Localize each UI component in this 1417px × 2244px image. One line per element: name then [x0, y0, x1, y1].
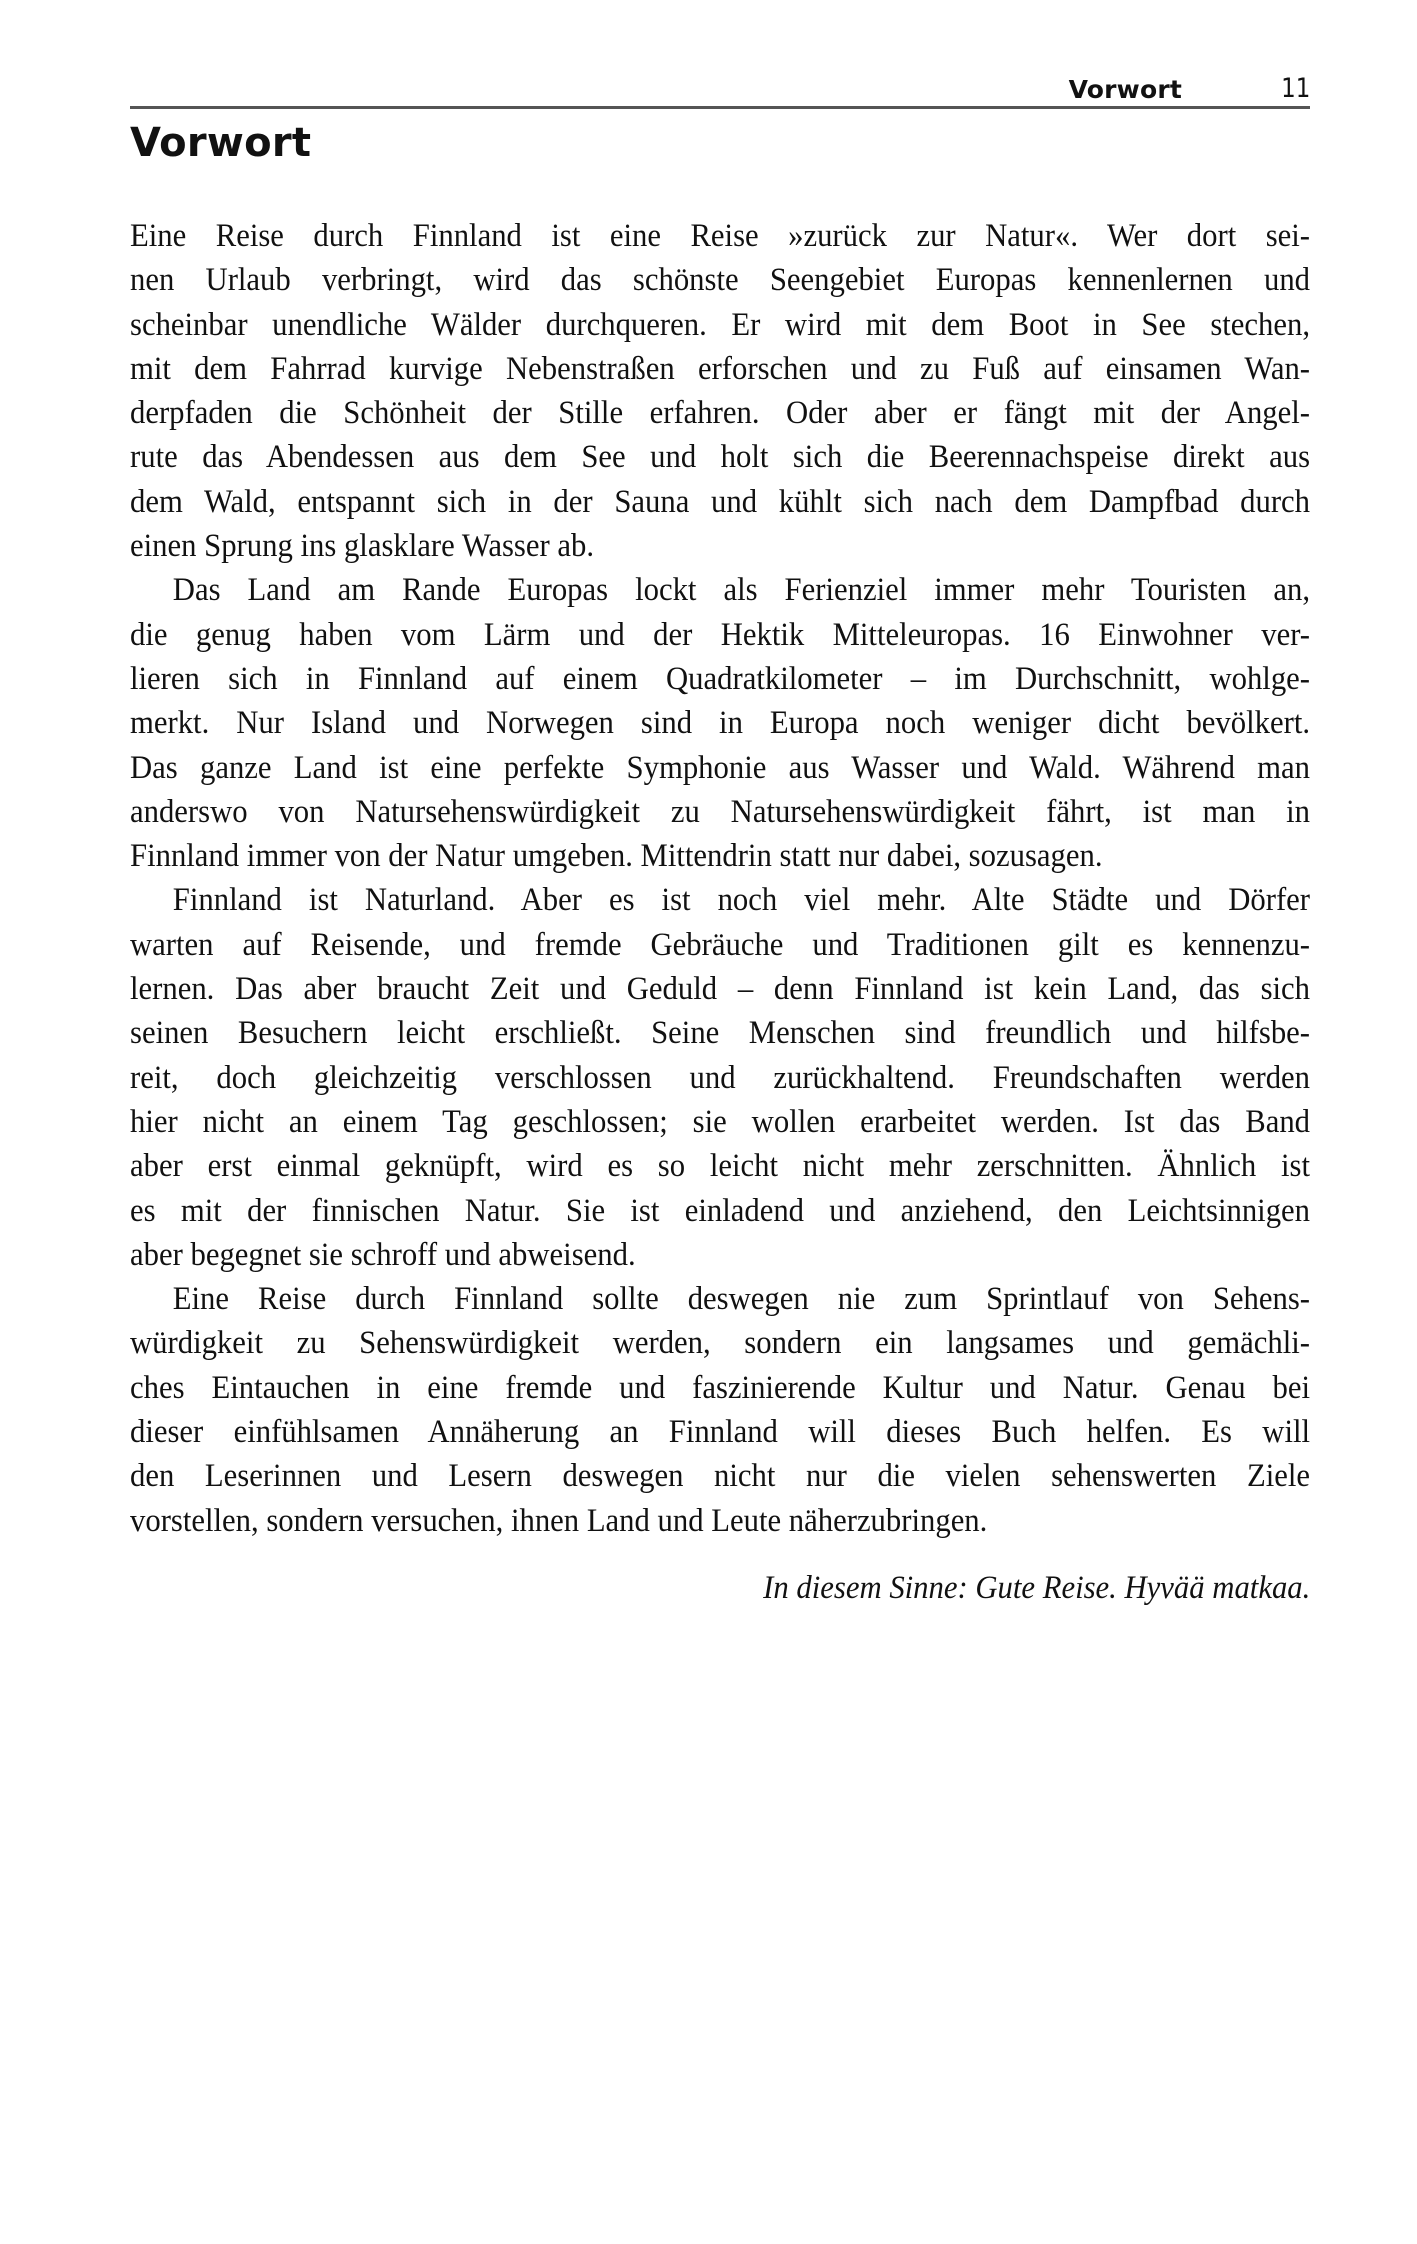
text-line: den Leserinnen und Lesern deswegen nicht nur die vielen sehenswerten Ziele	[130, 1458, 1311, 1495]
text-line: Finnland ist Naturland. Aber es ist noch viel mehr. Alte Städte und Dörfer	[172, 882, 1311, 919]
text-line: es mit der finnischen Natur. Sie ist einladend und anziehend, den Leichtsinnigen	[130, 1192, 1311, 1229]
text-line: mit dem Fahrrad kurvige Nebenstraßen erforschen und zu Fuß auf einsamen Wan-	[130, 350, 1311, 387]
closing-signature: In diesem Sinne: Gute Reise. Hyvää matkaa.	[762, 1570, 1310, 1606]
text-line: vorstellen, sondern versuchen, ihnen Land und Leute näherzubringen.	[130, 1502, 988, 1539]
text-line: dem Wald, entspannt sich in der Sauna und kühlt sich nach dem Dampfbad durch	[130, 483, 1311, 520]
text-line: rute das Abendessen aus dem See und holt sich die Beerennachspeise direkt aus	[130, 439, 1311, 476]
running-head-title: Vorwort	[1068, 75, 1182, 104]
text-line: aber begegnet sie schroff und abweisend.	[130, 1236, 636, 1273]
text-line: ches Eintauchen in eine fremde und faszinierende Kultur und Natur. Genau bei	[130, 1369, 1311, 1406]
text-line: merkt. Nur Island und Norwegen sind in Europa noch weniger dicht bevölkert.	[130, 705, 1311, 742]
text-line: hier nicht an einem Tag geschlossen; sie wollen erarbeitet werden. Ist das Band	[130, 1103, 1311, 1140]
text-line: Eine Reise durch Finnland sollte deswegen nie zum Sprintlauf von Sehens-	[172, 1281, 1311, 1318]
text-line: derpfaden die Schönheit der Stille erfahren. Oder aber er fängt mit der Angel-	[130, 395, 1311, 432]
text-line: Finnland immer von der Natur umgeben. Mittendrin statt nur dabei, sozusagen.	[130, 838, 1103, 875]
text-line: scheinbar unendliche Wälder durchqueren. Er wird mit dem Boot in See stechen,	[130, 306, 1311, 343]
text-line: lernen. Das aber braucht Zeit und Geduld – denn Finnland ist kein Land, das sich	[130, 971, 1311, 1008]
running-head	[130, 68, 1310, 109]
paragraph	[130, 214, 1310, 568]
text-line: Das Land am Rande Europas lockt als Ferienziel immer mehr Touristen an,	[172, 572, 1311, 609]
text-line: reit, doch gleichzeitig verschlossen und zurückhaltend. Freundschaften werden	[130, 1059, 1311, 1096]
text-line: einen Sprung ins glasklare Wasser ab.	[130, 528, 595, 565]
text-line: aber erst einmal geknüpft, wird es so leicht nicht mehr zerschnitten. Ähnlich ist	[130, 1148, 1311, 1185]
paragraph	[130, 1277, 1310, 1543]
text-line: Das ganze Land ist eine perfekte Symphonie aus Wasser und Wald. Während man	[130, 749, 1311, 786]
text-line: warten auf Reisende, und fremde Gebräuche und Traditionen gilt es kennenzu-	[130, 926, 1311, 963]
chapter-title: Vorwort	[130, 120, 312, 166]
page-number: 11	[1280, 73, 1310, 104]
text-line: nen Urlaub verbringt, wird das schönste Seengebiet Europas kennenlernen und	[130, 262, 1311, 299]
paragraph	[130, 878, 1310, 1277]
text-line: anderswo von Natursehenswürdigkeit zu Natursehenswürdigkeit fährt, ist man in	[130, 793, 1311, 830]
text-line: würdigkeit zu Sehenswürdigkeit werden, sondern ein langsames und gemächli-	[130, 1325, 1311, 1362]
text-line: seinen Besuchern leicht erschließt. Seine Menschen sind freundlich und hilfsbe-	[130, 1015, 1311, 1052]
text-line: die genug haben vom Lärm und der Hektik Mitteleuropas. 16 Einwohner ver-	[130, 616, 1311, 653]
paragraph	[130, 568, 1310, 878]
text-line: dieser einfühlsamen Annäherung an Finnland will dieses Buch helfen. Es will	[130, 1414, 1311, 1451]
body-text	[130, 214, 1310, 1543]
text-line: Eine Reise durch Finnland ist eine Reise »zurück zur Natur«. Wer dort sei-	[130, 218, 1311, 254]
text-line: lieren sich in Finnland auf einem Quadratkilometer – im Durchschnitt, wohlge-	[130, 660, 1311, 697]
